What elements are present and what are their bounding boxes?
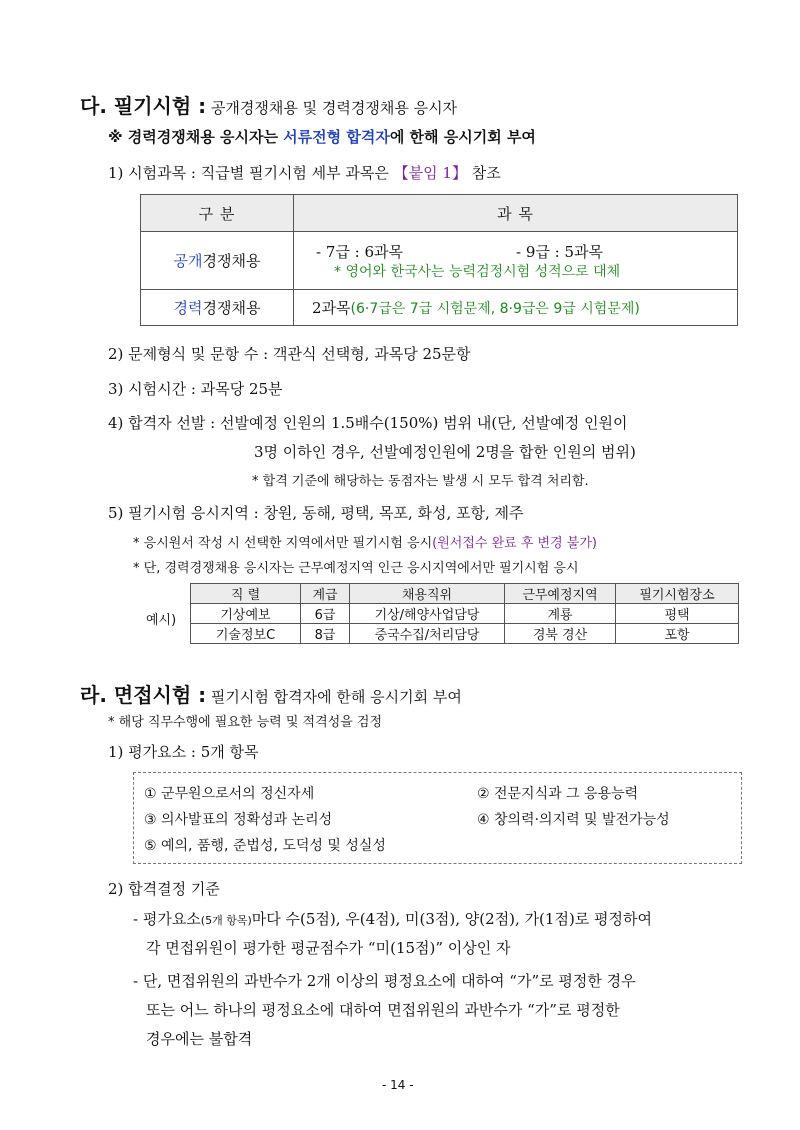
interview-note: * 해당 직무수행에 필요한 능력 및 적격성을 검정 bbox=[108, 715, 383, 730]
exp-subject-note: (6·7급은 7급 시험문제, 8·9급은 9급 시험문제) bbox=[350, 301, 640, 317]
selection-line1: 4) 합격자 선발 : 선발예정 인원의 1.5배수(150%) 범위 내(단, 선발예정 인원이 bbox=[108, 414, 628, 432]
subject-row-experienced bbox=[141, 290, 738, 326]
subject-row-open bbox=[141, 232, 738, 290]
notice-text-end: 에 한해 응시기회 부여 bbox=[389, 128, 536, 146]
criteria1-post: 마다 수(5점), 우(4점), 미(3점), 양(2점), 가(1점)로 평정하여 bbox=[251, 910, 653, 928]
cell-position: 기상/해양사업담당 bbox=[350, 604, 505, 624]
exam-time: 3) 시험시간 : 과목당 25분 bbox=[108, 380, 283, 398]
cell-grade: 6급 bbox=[301, 604, 350, 624]
table-row bbox=[191, 624, 739, 644]
criteria1-pre: - 평가요소 bbox=[133, 910, 201, 928]
criteria1-line2: 각 면접위원이 평가한 평균점수가 “미(15점)” 이상인 자 bbox=[146, 939, 511, 957]
example-table bbox=[190, 583, 739, 644]
header-subjects: 과 목 bbox=[294, 195, 738, 232]
page-number: - 14 - bbox=[382, 1078, 414, 1092]
cell-grade: 8급 bbox=[301, 624, 350, 644]
exp-subject-count: 2과목 bbox=[312, 299, 351, 317]
section-ra-heading bbox=[80, 679, 462, 708]
exam-regions: 5) 필기시험 응시지역 : 창원, 동해, 평택, 목포, 화성, 포항, 제주 bbox=[108, 504, 524, 522]
col-exam-site: 필기시험장소 bbox=[616, 584, 739, 604]
criteria2-line1: - 단, 면접위원의 과반수가 2개 이상의 평정요소에 대하여 “가”로 평정한 경우 bbox=[133, 972, 636, 990]
region-note1 bbox=[133, 532, 597, 551]
notice-text: ※ 경력경쟁채용 응시자는 bbox=[108, 128, 284, 146]
header-category: 구 분 bbox=[141, 195, 294, 232]
open-recruit-label bbox=[141, 232, 294, 290]
region-note1-highlight: (원서접수 완료 후 변경 불가) bbox=[432, 536, 597, 551]
experienced-recruit-label bbox=[141, 290, 294, 326]
subject-table-header bbox=[141, 195, 738, 232]
evaluation-factors-box bbox=[133, 772, 742, 864]
english-history-note: * 영어와 한국사는 능력검정시험 성적으로 대체 bbox=[334, 263, 621, 280]
section-da-title: 다. 필기시험 : bbox=[80, 94, 207, 118]
subject-item-end: 참조 bbox=[466, 164, 501, 182]
region-note1-text: * 응시원서 작성 시 선택한 지역에서만 필기시험 응시 bbox=[133, 536, 433, 551]
tie-note: * 합격 기준에 해당하는 동점자는 발생 시 모두 합격 처리함. bbox=[252, 474, 589, 489]
cell-series: 기술정보C bbox=[191, 624, 301, 644]
cell-work-region: 경북 경산 bbox=[505, 624, 616, 644]
factor-3: ③ 의사발표의 정확성과 논리성 bbox=[144, 812, 333, 828]
question-format: 2) 문제형식 및 문항 수 : 객관식 선택형, 과목당 25문항 bbox=[108, 345, 471, 363]
section-da-heading bbox=[80, 90, 457, 119]
open-label-highlight: 공개 bbox=[173, 252, 203, 270]
subject-item-text: 1) 시험과목 : 직급별 필기시험 세부 과목은 bbox=[108, 164, 394, 182]
criteria2-line2: 또는 어느 하나의 평정요소에 대하여 면접위원의 과반수가 “가”로 평정한 bbox=[146, 1001, 620, 1019]
open-recruit-subjects bbox=[294, 232, 738, 290]
subject-table bbox=[140, 194, 738, 326]
attachment-reference: 【붙임 1】 bbox=[393, 164, 467, 182]
col-grade: 계급 bbox=[301, 584, 350, 604]
col-position: 채용직위 bbox=[350, 584, 505, 604]
pass-criteria-heading: 2) 합격결정 기준 bbox=[108, 880, 220, 898]
col-work-region: 근무예정지역 bbox=[505, 584, 616, 604]
exp-label-highlight: 경력 bbox=[173, 299, 203, 317]
notice-highlight-pass: 합격자 bbox=[346, 128, 390, 146]
factor-2: ② 전문지식과 그 응용능력 bbox=[477, 786, 639, 802]
col-series: 직 렬 bbox=[191, 584, 301, 604]
factor-4: ④ 창의력·의지력 및 발전가능성 bbox=[477, 812, 670, 828]
experienced-recruit-subjects bbox=[294, 290, 738, 326]
grade7-subjects: - 7급 : 6과목 bbox=[316, 242, 403, 261]
section-da-subtitle: 공개경쟁채용 및 경력경쟁채용 응시자 bbox=[210, 99, 458, 117]
selection-line2: 3명 이하인 경우, 선발예정인원에 2명을 합한 인원의 범위) bbox=[254, 443, 636, 461]
table-row bbox=[191, 604, 739, 624]
exp-label-rest: 경쟁채용 bbox=[202, 299, 261, 317]
criteria1-small: (5개 항목) bbox=[200, 914, 252, 927]
region-note2: * 단, 경력경쟁채용 응시자는 근무예정지역 인근 응시지역에서만 필기시험 응시 bbox=[133, 561, 579, 576]
open-label-rest: 경쟁채용 bbox=[202, 252, 261, 270]
section-ra-title: 라. 면접시험 : bbox=[80, 683, 207, 707]
criteria2-line3: 경우에는 불합격 bbox=[146, 1030, 253, 1048]
cell-exam-site: 평택 bbox=[616, 604, 739, 624]
cell-work-region: 계룡 bbox=[505, 604, 616, 624]
subject-item bbox=[108, 162, 501, 183]
example-label: 예시) bbox=[146, 613, 177, 628]
experienced-notice bbox=[108, 126, 536, 147]
notice-highlight-document: 서류전형 bbox=[283, 128, 342, 146]
factor-5: ⑤ 예의, 품행, 준법성, 도덕성 및 성실성 bbox=[144, 838, 386, 854]
cell-series: 기상예보 bbox=[191, 604, 301, 624]
criteria1-line1 bbox=[133, 908, 652, 929]
cell-exam-site: 포항 bbox=[616, 624, 739, 644]
cell-position: 중국수집/처리담당 bbox=[350, 624, 505, 644]
evaluation-factors-heading: 1) 평가요소 : 5개 항목 bbox=[108, 743, 259, 761]
section-ra-subtitle: 필기시험 합격자에 한해 응시기회 부여 bbox=[210, 688, 462, 706]
grade9-subjects: - 9급 : 5과목 bbox=[516, 242, 603, 261]
factor-1: ① 군무원으로서의 정신자세 bbox=[144, 786, 315, 802]
example-table-header bbox=[191, 584, 739, 604]
